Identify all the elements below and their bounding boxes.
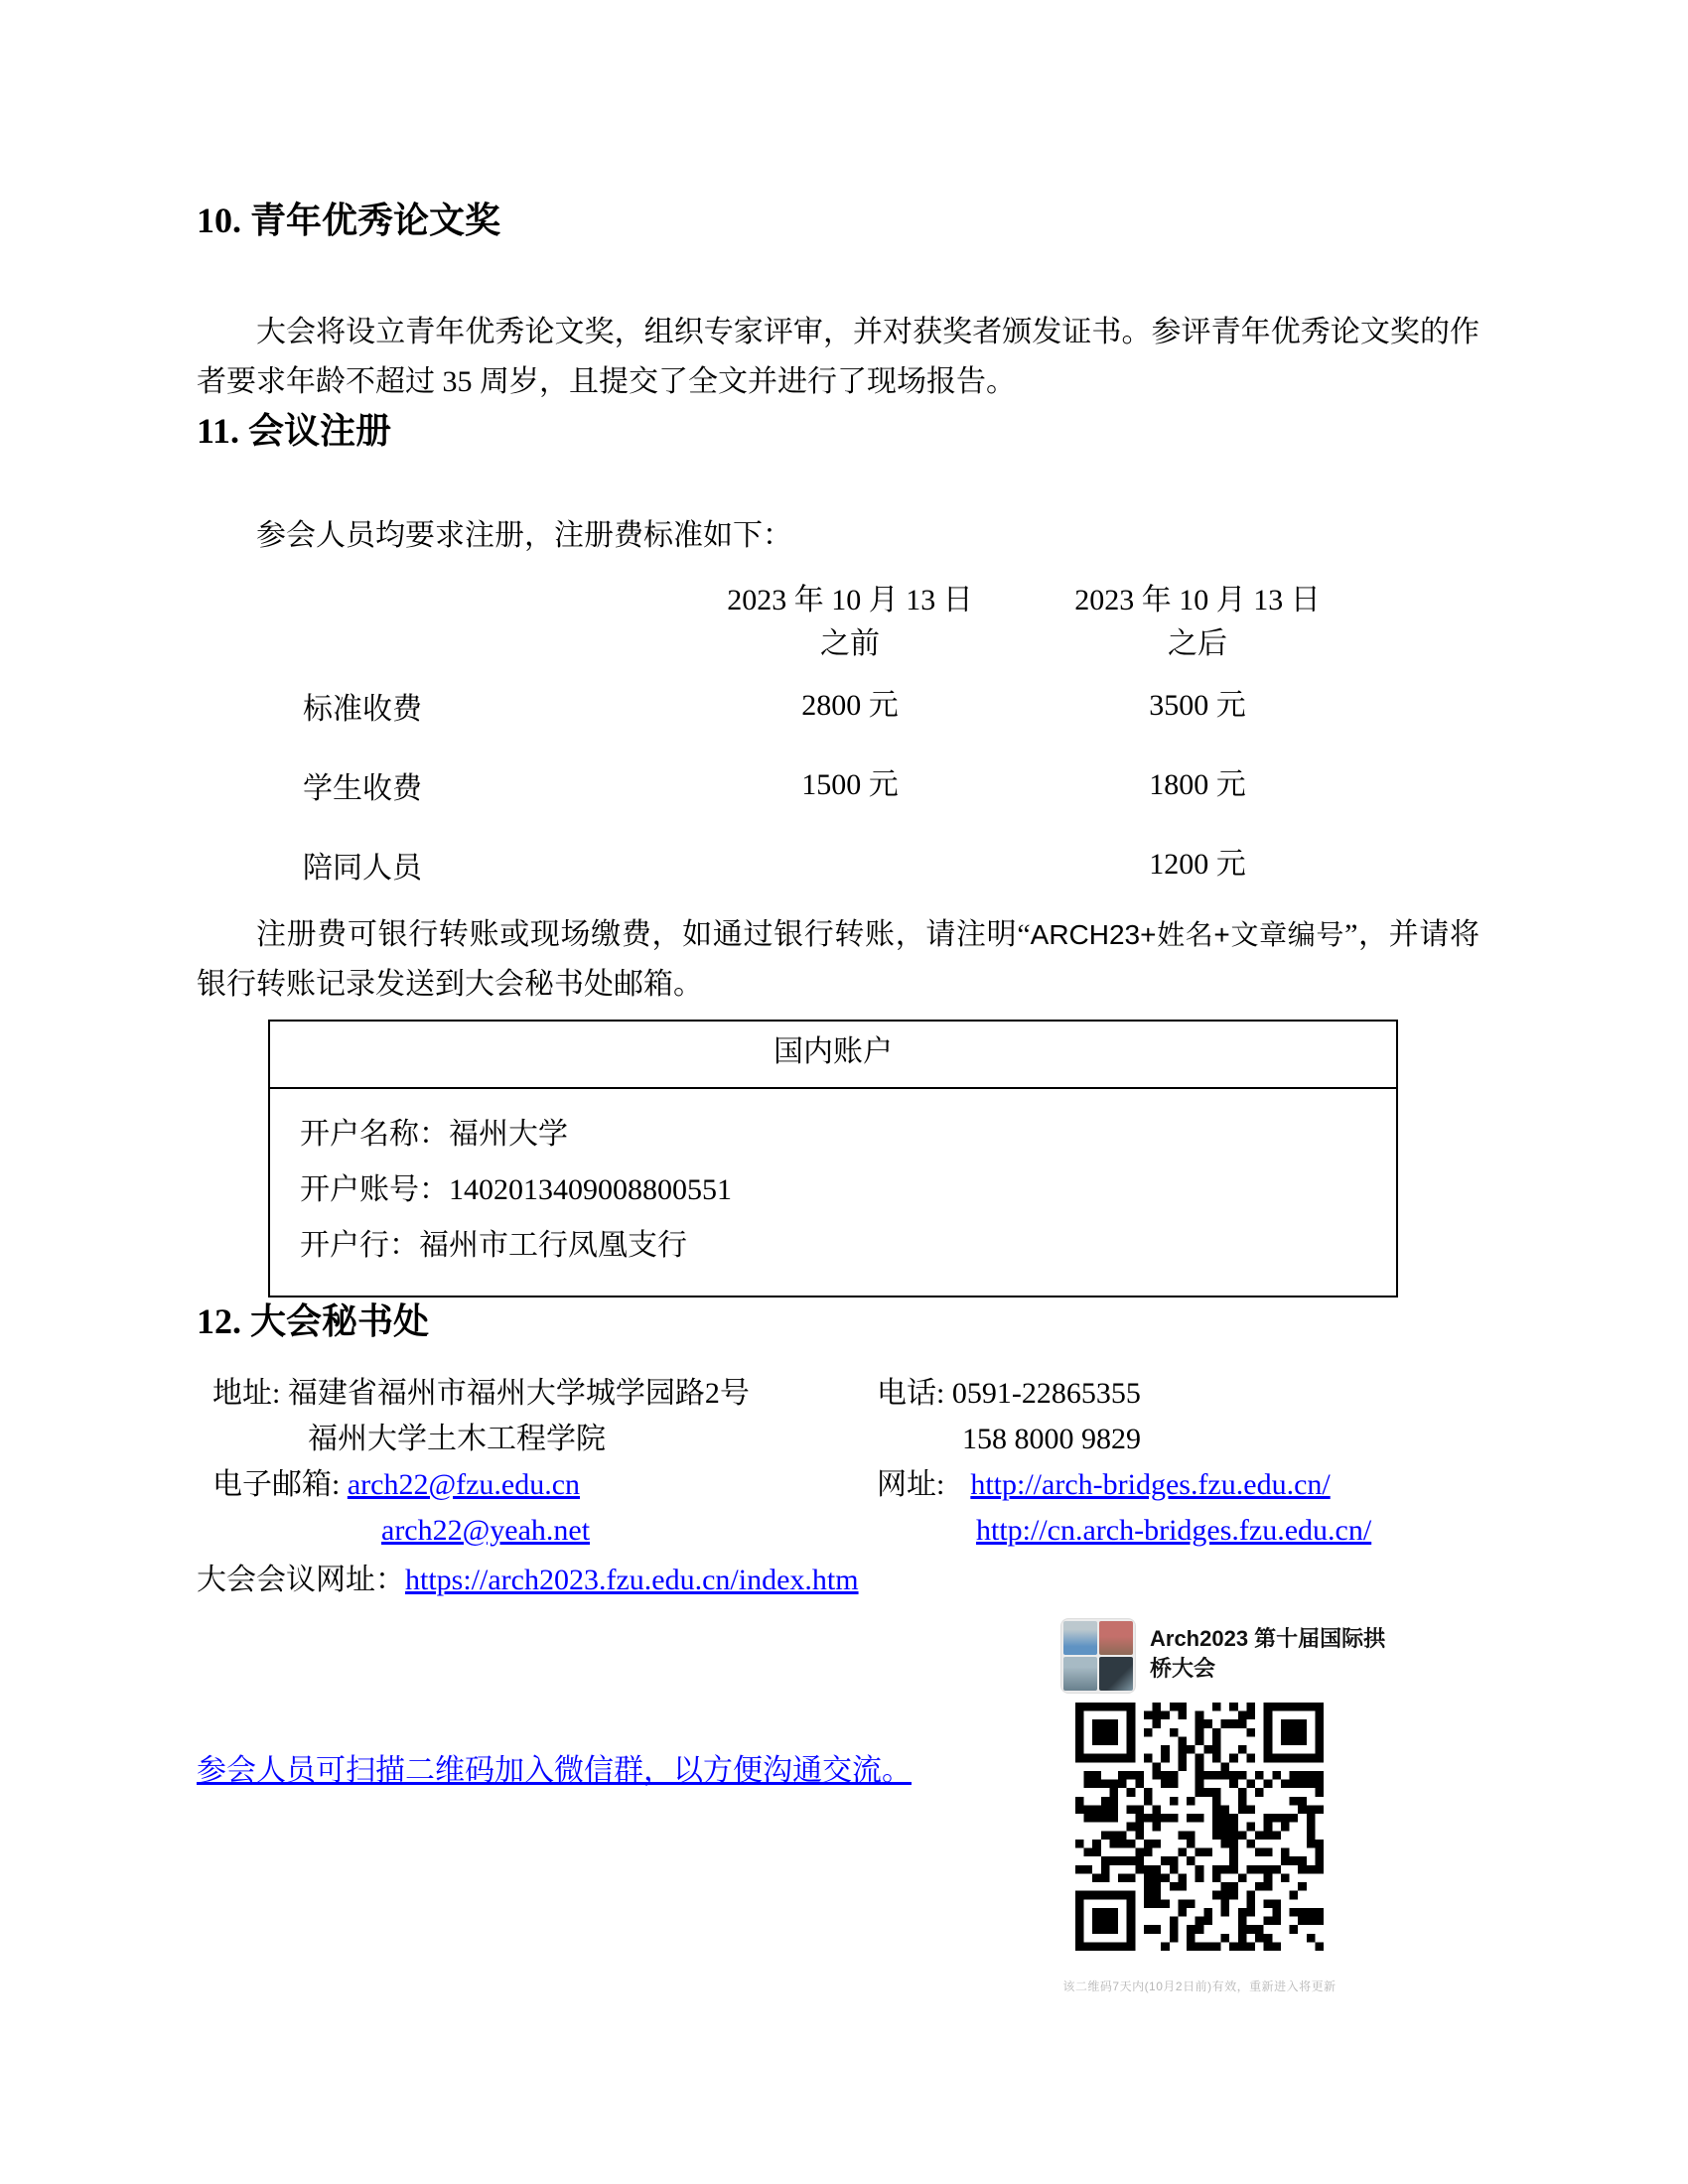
domestic-account-box <box>268 1020 1398 1297</box>
bank-branch: 开户行：福州市工行凤凰支行 <box>300 1229 687 1262</box>
registration-intro: 参会人员均要求注册，注册费标准如下： <box>256 519 792 552</box>
secretariat-contact-block <box>197 1371 1479 1554</box>
email-line-2 <box>381 1508 877 1554</box>
section-11-heading: 11. 会议注册 <box>197 411 392 451</box>
email-link-yeah[interactable]: arch22@yeah.net <box>381 1514 591 1547</box>
address-value: 福建省福州市福州大学城学园路2号 <box>287 1377 750 1410</box>
conference-site-line <box>197 1556 1479 1605</box>
avatar-tile-person <box>1063 1621 1097 1655</box>
website-label: 网址: <box>877 1468 945 1501</box>
contact-left-column <box>197 1371 877 1554</box>
contact-right-column <box>877 1371 1479 1554</box>
wechat-group-avatar <box>1060 1618 1136 1694</box>
website-link-en[interactable]: http://arch-bridges.fzu.edu.cn/ <box>970 1468 1331 1501</box>
fee-row-accompanying: 陪同人员 1200 元 <box>303 848 1246 885</box>
email-line <box>212 1462 877 1508</box>
conference-site-label: 大会会议网址： <box>197 1564 405 1596</box>
phone-label: 电话: <box>877 1377 945 1410</box>
website-link-cn[interactable]: http://cn.arch-bridges.fzu.edu.cn/ <box>976 1514 1372 1547</box>
registration-fee-table <box>303 579 1479 904</box>
address-line <box>212 1371 877 1417</box>
email-link-fzu[interactable]: arch22@fzu.edu.cn <box>347 1468 581 1501</box>
website-line-2 <box>976 1508 1479 1554</box>
avatar-tile-bridge <box>1063 1657 1097 1691</box>
fee-header-before: 2023 年 10 月 13 日 之前 <box>727 584 973 660</box>
phone-line <box>877 1371 1479 1417</box>
address-line-2: 福州大学土木工程学院 <box>308 1423 606 1455</box>
website-line <box>877 1462 1479 1508</box>
bank-account-name: 开户名称：福州大学 <box>300 1118 568 1151</box>
fee-row-standard: 标准收费 2800 元 3500 元 <box>303 689 1246 726</box>
phone-number-2: 158 8000 9829 <box>962 1423 1141 1455</box>
conference-site-link[interactable]: https://arch2023.fzu.edu.cn/index.htm <box>405 1564 859 1596</box>
bank-box-title: 国内账户 <box>270 1022 1396 1089</box>
wechat-qr-code <box>1075 1703 1324 1951</box>
avatar-tile-red-bridge <box>1099 1621 1133 1655</box>
section-12-heading: 12. 大会秘书处 <box>197 1301 430 1341</box>
fee-row-student: 学生收费 1500 元 1800 元 <box>303 768 1246 805</box>
bank-box-body <box>270 1089 1396 1296</box>
bank-account-number: 开户账号：1402013409008800551 <box>300 1173 732 1206</box>
transfer-memo-code: ARCH23+姓名+文章编号 <box>1030 919 1345 950</box>
address-label: 地址: <box>212 1377 281 1410</box>
email-label: 电子邮箱: <box>212 1468 341 1501</box>
payment-note-paragraph: 注册费可银行转账或现场缴费，如通过银行转账，请注明“ARCH23+姓名+文章编号”，并请将银行转账记录发送到大会秘书处邮箱。 <box>197 918 1479 1001</box>
qr-validity-caption: 该二维码7天内(10月2日前)有效，重新进入将更新 <box>1062 1979 1336 1993</box>
wechat-group-name: Arch2023 第十届国际拱桥大会 <box>1150 1626 1386 1681</box>
section-10-heading: 10. 青年优秀论文奖 <box>197 201 501 240</box>
avatar-tile-screen <box>1099 1657 1133 1691</box>
wechat-group-card <box>1060 1618 1418 1694</box>
section-10-paragraph: 大会将设立青年优秀论文奖，组织专家评审，并对获奖者颁发证书。参评青年优秀论文奖的作者要求年龄不超过 35 周岁，且提交了全文并进行了现场报告。 <box>197 316 1479 398</box>
wechat-invite-link[interactable]: 参会人员可扫描二维码加入微信群，以方便沟通交流。 <box>197 1754 912 1787</box>
fee-header-after: 2023 年 10 月 13 日 之后 <box>1074 584 1321 660</box>
wechat-invite-sentence <box>197 1750 912 1792</box>
phone-number-1: 0591-22865355 <box>951 1377 1141 1410</box>
fee-table-header-row <box>303 579 1479 666</box>
